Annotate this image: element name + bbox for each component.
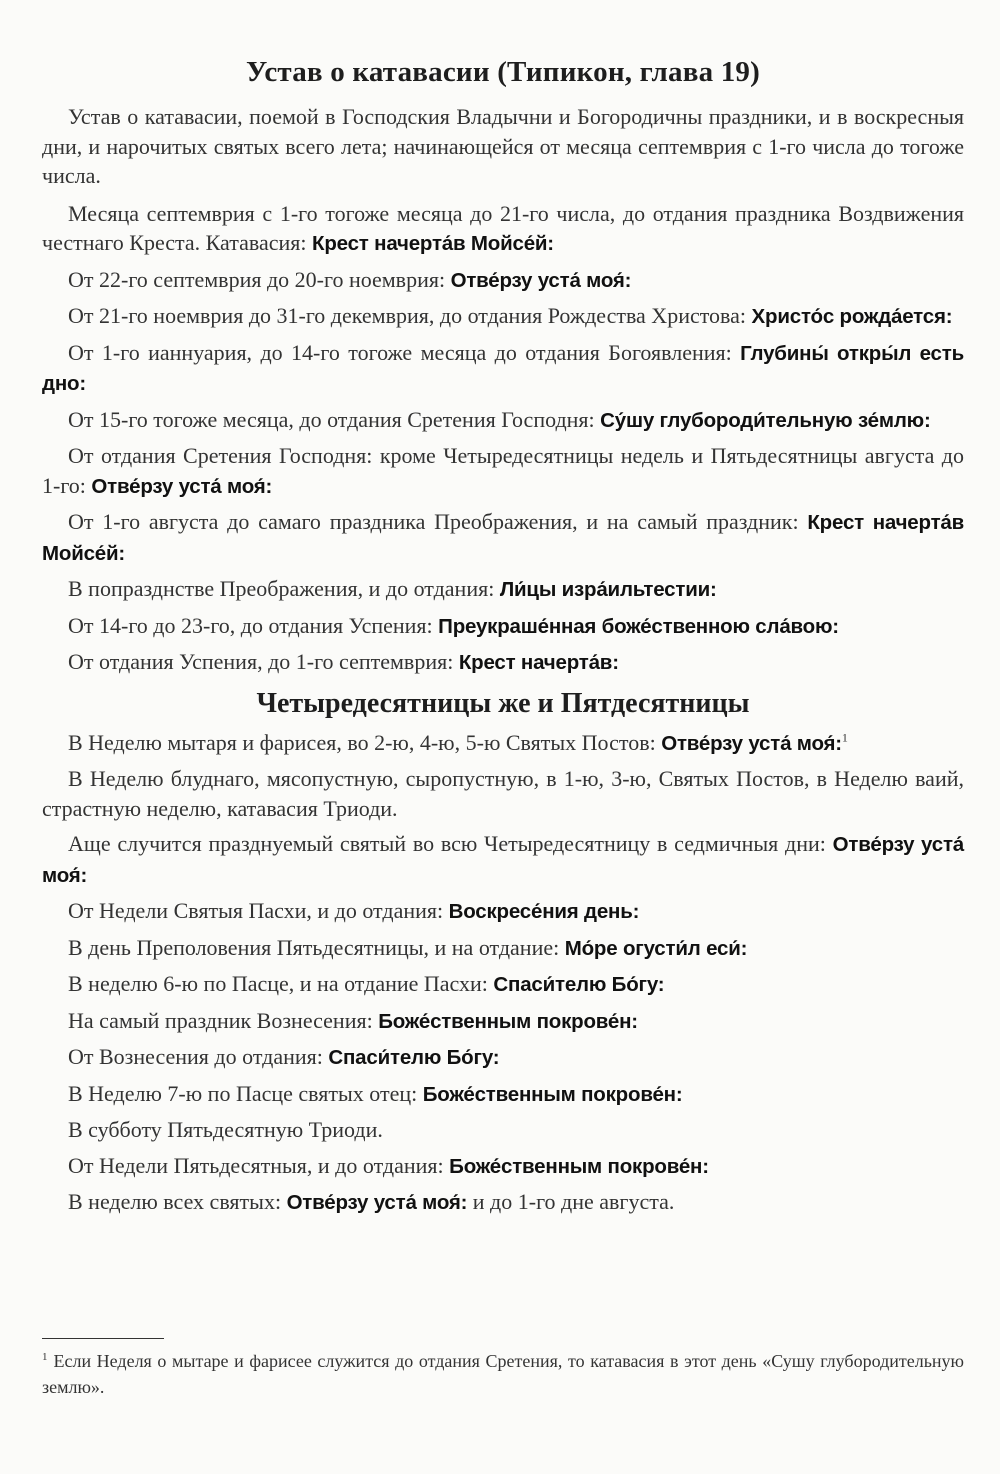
rule-paragraph: От Недели Пятьдесятныя, и до отдания: Боже́ственным покрове́н:: [68, 1152, 709, 1178]
rule-paragraph: От 15-го тогоже месяца, до отдания Сретения Господня: Су́шу глубороди́тельную зе́млю:: [68, 406, 931, 432]
rule-paragraph: От 22-го септемврия до 20-го ноемврия: Отве́рзу уста́ моя́:: [68, 266, 632, 292]
katavasia-incipit: Ли́цы изра́ильтестии:: [499, 578, 717, 601]
rule-paragraph: В Неделю блуднаго, мясопустную, сыропустную, в 1-ю, 3-ю, Святых Постов, в Неделю ваий, страстную неделю, катавасия Триоди.: [42, 766, 964, 821]
katavasia-incipit: Мо́ре огусти́л еси́:: [564, 936, 748, 960]
rule-paragraph: В субботу Пятьдесятную Триоди.: [68, 1117, 383, 1142]
rule-paragraph: От 21-го ноемврия до 31-го декемврия, до отдания Рождества Христова: Христо́с рожда́ется:: [68, 303, 953, 328]
katavasia-incipit: Боже́ственным покрове́н:: [449, 1154, 709, 1178]
katavasia-incipit: Спаси́телю Бо́гу:: [493, 973, 665, 996]
katavasia-incipit: Глубины́ откры́л есть дно:: [42, 341, 964, 395]
rule-paragraph: В неделю всех святых: Отве́рзу уста́ моя́: и до 1-го дне августа.: [68, 1189, 675, 1214]
footnote-marker: 1: [841, 730, 848, 745]
rule-paragraph: От 1-го августа до самаго праздника Преображения, и на самый праздник: Крест начерта́в Мойсе́й:: [42, 509, 965, 565]
rule-paragraph: Аще случится празднуемый святый во всю Четыредесятницу в седмичныя дни: Отве́рзу уста́ моя́:: [42, 831, 964, 887]
rule-paragraph: От Недели Святыя Пасхи, и до отдания: Воскресе́ния день:: [68, 898, 640, 923]
footnote: [42, 1348, 964, 1400]
katavasia-incipit: Преукраше́нная боже́ственною сла́вою:: [438, 614, 839, 638]
rule-paragraph: От 14-го до 23-го, до отдания Успения: Преукраше́нная боже́ственною сла́вою:: [68, 612, 839, 638]
katavasia-incipit: Отве́рзу уста́ моя́:: [450, 268, 632, 292]
section-subtitle: Четыредесятницы же и Пятдесятницы: [256, 687, 750, 719]
intro-paragraph: Устав о катавасии, поемой в Господския Владычни и Богородичны праздники, и в воскресныя дни, и нарочитых святых всего лета; начинающейся от месяца септемврия с 1-го числа до тогоже числа.: [42, 104, 964, 188]
rule-paragraph: Месяца септемврия с 1-го тогоже месяца до 21-го числа, до отдания праздника Воздвижения честнаго Креста. Катавасия: Крест начерта́в Мойсе́й:: [42, 200, 964, 255]
rule-paragraph: В неделю 6-ю по Пасце, и на отдание Пасхи: Спаси́телю Бо́гу:: [68, 971, 665, 996]
katavasia-incipit: Спаси́телю Бо́гу:: [328, 1046, 500, 1069]
rule-paragraph: На самый праздник Вознесения: Боже́ственным покрове́н:: [68, 1007, 638, 1033]
section-2: [42, 728, 964, 1218]
footnote-divider: [42, 1338, 164, 1339]
katavasia-incipit: Су́шу глубороди́тельную зе́млю:: [600, 408, 931, 432]
katavasia-incipit: Боже́ственным покрове́н:: [422, 1082, 683, 1106]
katavasia-incipit: Отве́рзу уста́ моя́:: [661, 731, 842, 755]
rule-paragraph: В Неделю мытаря и фарисея, во 2-ю, 4-ю, 5-ю Святых Постов: Отве́рзу уста́ моя́:$^1$: [68, 729, 848, 755]
rule-paragraph: От 1-го ианнуария, до 14-го тогоже месяца до отдания Богоявления: Глубины́ откры́л есть дно:: [42, 339, 964, 395]
rule-paragraph: От Вознесения до отдания: Спаси́телю Бо́гу:: [68, 1044, 500, 1069]
page-title: Устав о катавасии (Типикон, глава 19): [246, 56, 760, 88]
katavasia-incipit: Отве́рзу уста́ моя́:: [286, 1191, 468, 1214]
footnote-number: 1: [42, 1351, 48, 1363]
footnote-text: Если Неделя о мытаре и фарисее служится до отдания Сретения, то катавасия в этот день «Сушу глубородительную землю».: [42, 1351, 964, 1397]
section-1: [42, 199, 964, 678]
katavasia-incipit: Боже́ственным покрове́н:: [378, 1009, 638, 1033]
katavasia-incipit: Крест начерта́в Мойсе́й:: [42, 511, 965, 565]
katavasia-incipit: Отве́рзу уста́ моя́:: [91, 474, 273, 498]
rule-paragraph: В день Преполовения Пятьдесятницы, и на отдание: Мо́ре огусти́л еси́:: [68, 934, 748, 960]
rule-paragraph: От отдания Сретения Господня: кроме Четыредесятницы недель и Пятьдесятницы августа до 1-го: Отве́рзу уста́ моя́:: [42, 443, 964, 498]
katavasia-incipit: Крест начерта́в:: [458, 651, 619, 674]
katavasia-incipit: Крест начерта́в Мойсе́й:: [312, 232, 554, 255]
rule-paragraph: В попразднстве Преображения, и до отдания: Ли́цы изра́ильтестии:: [68, 576, 717, 601]
katavasia-incipit: Христо́с рожда́ется:: [751, 305, 953, 328]
rule-paragraph: От отдания Успения, до 1-го септемврия: Крест начерта́в:: [68, 649, 619, 674]
katavasia-incipit: Отве́рзу уста́ моя́:: [42, 833, 964, 887]
rule-paragraph: В Неделю 7-ю по Пасце святых отец: Боже́ственным покрове́н:: [68, 1080, 683, 1106]
katavasia-incipit: Воскресе́ния день:: [448, 900, 640, 923]
